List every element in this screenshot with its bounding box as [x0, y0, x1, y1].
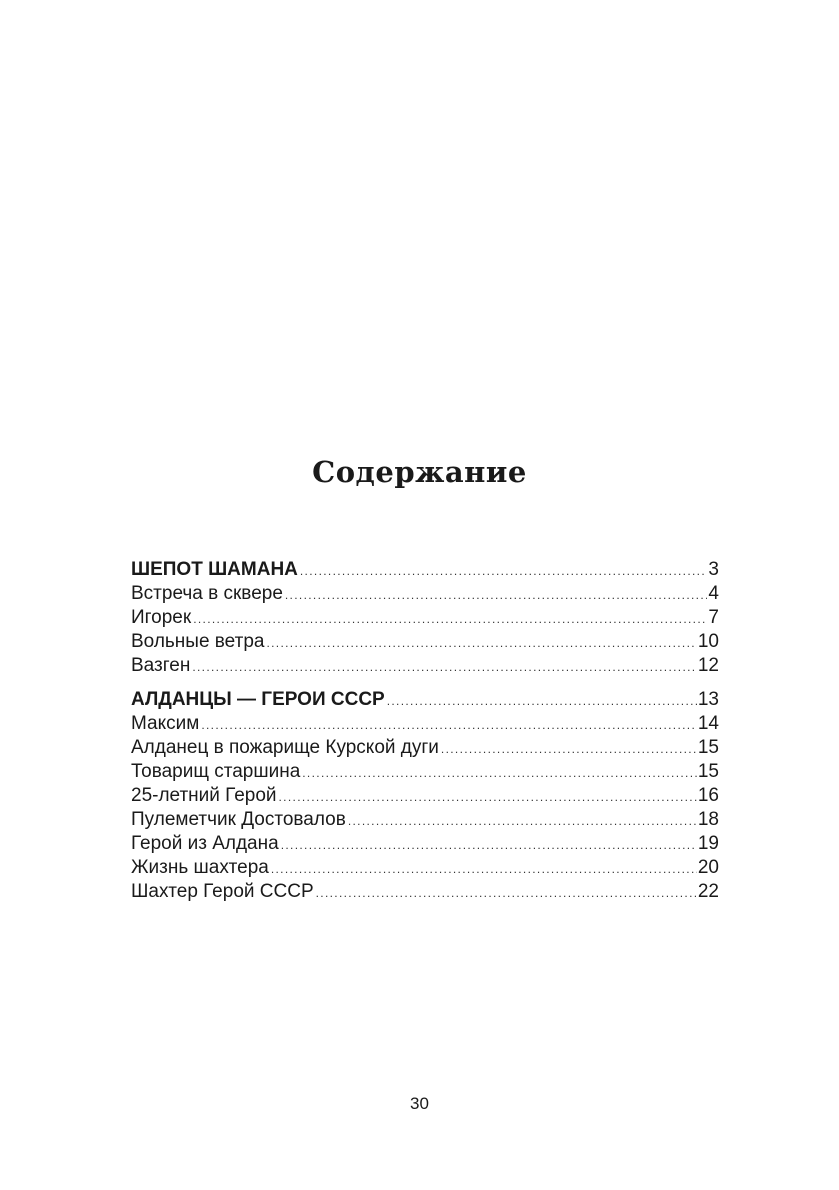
dot-leader [281, 833, 697, 857]
dot-leader [266, 631, 696, 655]
dot-leader [271, 857, 697, 881]
page-title: Содержание [312, 455, 527, 489]
toc-entry-page: 22 [697, 881, 719, 902]
dot-leader [300, 559, 708, 583]
toc-entry-label: Игорек [131, 607, 192, 628]
dot-leader [441, 737, 697, 761]
toc-entry[interactable] [131, 606, 719, 630]
toc-entry[interactable] [131, 630, 719, 654]
dot-leader [279, 785, 697, 809]
toc-heading[interactable] [131, 558, 719, 582]
toc-entry[interactable] [131, 832, 719, 856]
toc-entry-page: 16 [697, 785, 719, 806]
toc-entry-page: 15 [697, 737, 719, 758]
toc-entry[interactable] [131, 760, 719, 784]
toc-entry[interactable] [131, 712, 719, 736]
dot-leader [193, 607, 707, 631]
toc-entry-label: Встреча в сквере [131, 583, 283, 604]
toc-entry[interactable] [131, 654, 719, 678]
dot-leader [201, 713, 697, 737]
toc-entry[interactable] [131, 880, 719, 904]
toc-entry[interactable] [131, 784, 719, 808]
dot-leader [285, 583, 708, 607]
toc-entry-page: 20 [697, 857, 719, 878]
toc-heading-label: ШЕПОТ ШАМАНА [131, 559, 298, 580]
toc-heading-page: 3 [708, 559, 719, 580]
toc-entry-page: 19 [697, 833, 719, 854]
toc-entry-label: 25-летний Герой [131, 785, 277, 806]
toc-entry-page: 12 [697, 655, 719, 676]
toc-entry-label: Товарищ старшина [131, 761, 301, 782]
dot-leader [387, 689, 697, 713]
toc-entry-page: 10 [697, 631, 719, 652]
dot-leader [316, 881, 697, 905]
dot-leader [192, 655, 697, 679]
toc-entry-label: Вазген [131, 655, 191, 676]
toc-entry-label: Жизнь шахтера [131, 857, 269, 878]
toc-entry[interactable] [131, 808, 719, 832]
toc-heading[interactable] [131, 688, 719, 712]
toc-entry-label: Пулеметчик Достовалов [131, 809, 346, 830]
toc-entry-page: 14 [697, 713, 719, 734]
dot-leader [302, 761, 697, 785]
dot-leader [348, 809, 697, 833]
toc-entry-label: Шахтер Герой СССР [131, 881, 314, 902]
toc-entry[interactable] [131, 856, 719, 880]
toc-entry-label: Максим [131, 713, 200, 734]
toc-section-1 [131, 558, 719, 678]
toc-entry-page: 15 [697, 761, 719, 782]
toc-entry-label: Алданец в пожарище Курской дуги [131, 737, 439, 758]
page-number: 30 [410, 1094, 429, 1113]
toc-entry-label: Вольные ветра [131, 631, 265, 652]
table-of-contents [131, 558, 719, 914]
toc-entry[interactable] [131, 736, 719, 760]
toc-entry-page: 7 [708, 607, 719, 628]
toc-entry[interactable] [131, 582, 719, 606]
toc-heading-page: 13 [697, 689, 719, 710]
toc-section-2 [131, 688, 719, 904]
toc-entry-label: Герой из Алдана [131, 833, 279, 854]
toc-heading-label: АЛДАНЦЫ — ГЕРОИ СССР [131, 689, 385, 710]
toc-entry-page: 18 [697, 809, 719, 830]
toc-entry-page: 4 [708, 583, 719, 604]
